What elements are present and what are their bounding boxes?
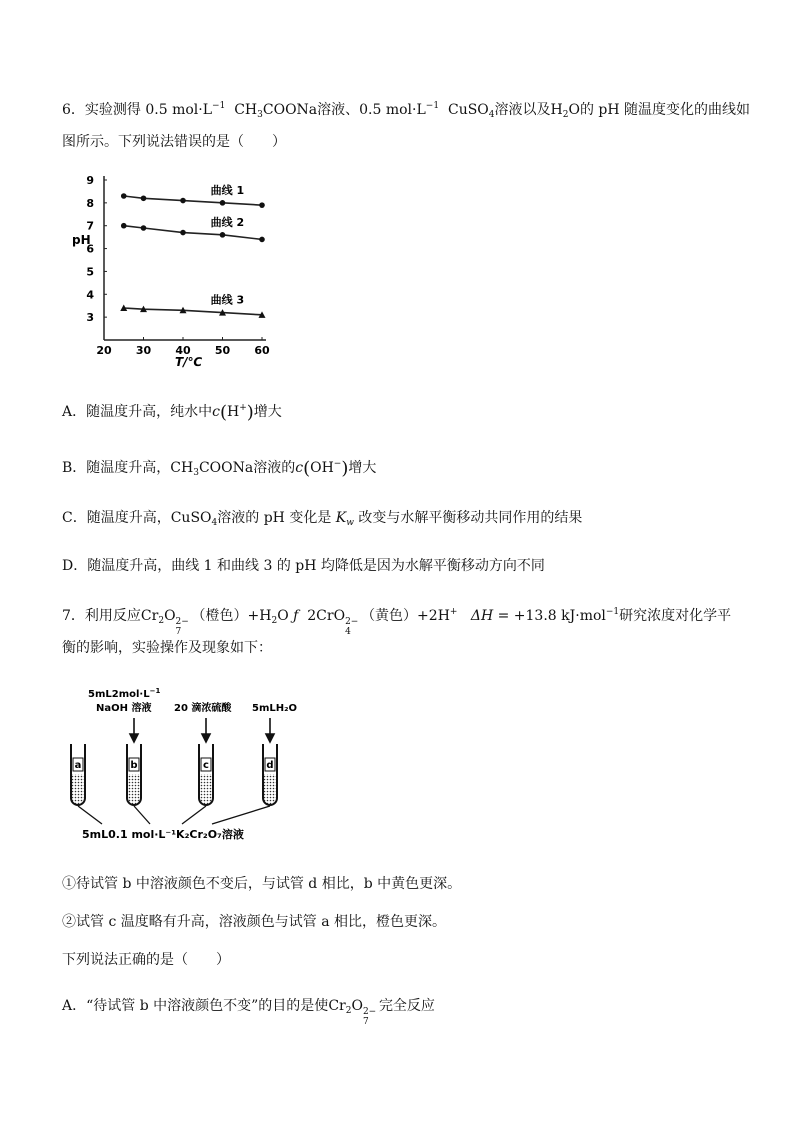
data-point	[180, 230, 186, 236]
tube-label: b	[130, 760, 138, 771]
chart-axes	[86, 174, 270, 357]
y-tick-label: 9	[86, 174, 94, 187]
y-tick-label: 6	[86, 242, 94, 256]
chart-series	[120, 183, 265, 318]
y-tick-label: 3	[86, 311, 94, 325]
q6-stem-line2: 图所示。下列说法错误的是（ ）	[62, 134, 286, 150]
series-label: 曲线 3	[210, 293, 245, 307]
test-tube-figure	[62, 682, 322, 850]
test-tube-a	[71, 744, 85, 805]
test-tube-c	[199, 744, 213, 805]
tube-label: a	[74, 760, 82, 771]
q6-option-b[interactable]: B．随温度升高，$CH_3COONa$溶液的c(OH−)增大	[62, 458, 377, 479]
q7-observation-2: ②试管 c 温度略有升高，溶液颜色与试管 a 相比，橙色更深。	[62, 914, 446, 930]
data-point	[259, 237, 265, 243]
test-tube-d	[263, 744, 277, 805]
x-tick-label: 60	[254, 344, 270, 357]
reagent-b-label-line2: NaOH 溶液	[96, 703, 152, 714]
test-tube-b	[127, 744, 141, 805]
q6-option-a[interactable]: A．随温度升高，纯水中c(H+)增大	[62, 402, 282, 423]
series-1	[121, 183, 265, 208]
q6-option-d[interactable]: D．随温度升高，曲线 1 和曲线 3 的 pH 均降低是因为水解平衡移动方向不同	[62, 558, 545, 574]
q6-option-c[interactable]: C．随温度升高，CuSO$_4$溶液的 pH 变化是 $K_w$ 改变与水解平衡移动共同作用的结果	[62, 510, 583, 528]
y-axis-label: pH	[72, 233, 91, 247]
data-point	[121, 193, 127, 199]
q7-stem-line1: 7．利用反应$Cr_2O$ 2− 7 （橙色）$+H_2O$ ƒ 2CrO 2− 4 （黄色）+2H+ ΔH = +13.8 kJ·mol$^{-1}$研究浓度对化学平	[62, 607, 732, 637]
series-label: 曲线 2	[210, 215, 245, 229]
series-2	[121, 215, 265, 242]
q7-observation-1: ①待试管 b 中溶液颜色不变后，与试管 d 相比，b 中黄色更深。	[62, 876, 462, 892]
y-tick-label: 7	[86, 219, 94, 233]
q7-option-a[interactable]: A．“待试管 b 中溶液颜色不变”的目的是使$Cr_2O$ 2− 7 完全反应	[62, 998, 435, 1027]
tube-label: c	[203, 760, 209, 771]
data-point	[141, 225, 147, 231]
x-tick-label: 50	[214, 344, 231, 357]
k2cr2o7-solution-label: 5mL0.1 mol·L⁻¹K₂Cr₂O₇溶液	[82, 828, 244, 841]
x-tick-label: 20	[96, 344, 112, 357]
tube-label: d	[266, 760, 274, 771]
data-point	[220, 200, 226, 206]
ph-temperature-chart	[62, 168, 292, 368]
y-tick-label: 5	[86, 265, 94, 279]
reagent-c-label: 20 滴浓硫酸	[174, 703, 232, 714]
series-label: 曲线 1	[210, 183, 245, 197]
reagent-b-label-line1: $5mL2mol\cdot L^{-1}$	[88, 687, 161, 700]
data-point	[180, 198, 186, 204]
x-tick-label: 30	[135, 344, 152, 357]
q6-stem-line1: 6．实验测得 0.5 $mol\cdot L^{-1}$ $CH_3COONa$溶液、0.5 $mol\cdot L^{-1}$ CuSO$_4$溶液以及$H_2O$的 pH 随温度变化的曲线如	[62, 101, 751, 120]
data-point	[121, 223, 127, 229]
reagent-d-label: 5mLH₂O	[252, 703, 297, 714]
data-point	[259, 202, 265, 208]
x-axis-label: T/℃	[175, 355, 203, 368]
y-tick-label: 4	[86, 288, 94, 302]
q7-stem-line2: 衡的影响，实验操作及现象如下：	[62, 640, 272, 656]
q7-question: 下列说法正确的是（ ）	[62, 952, 230, 968]
data-point	[220, 232, 226, 238]
x-tick-label: 40	[175, 344, 191, 357]
y-tick-label: 8	[86, 196, 94, 210]
series-3	[120, 293, 265, 318]
data-point	[141, 195, 147, 201]
arrow-icon	[130, 718, 274, 742]
